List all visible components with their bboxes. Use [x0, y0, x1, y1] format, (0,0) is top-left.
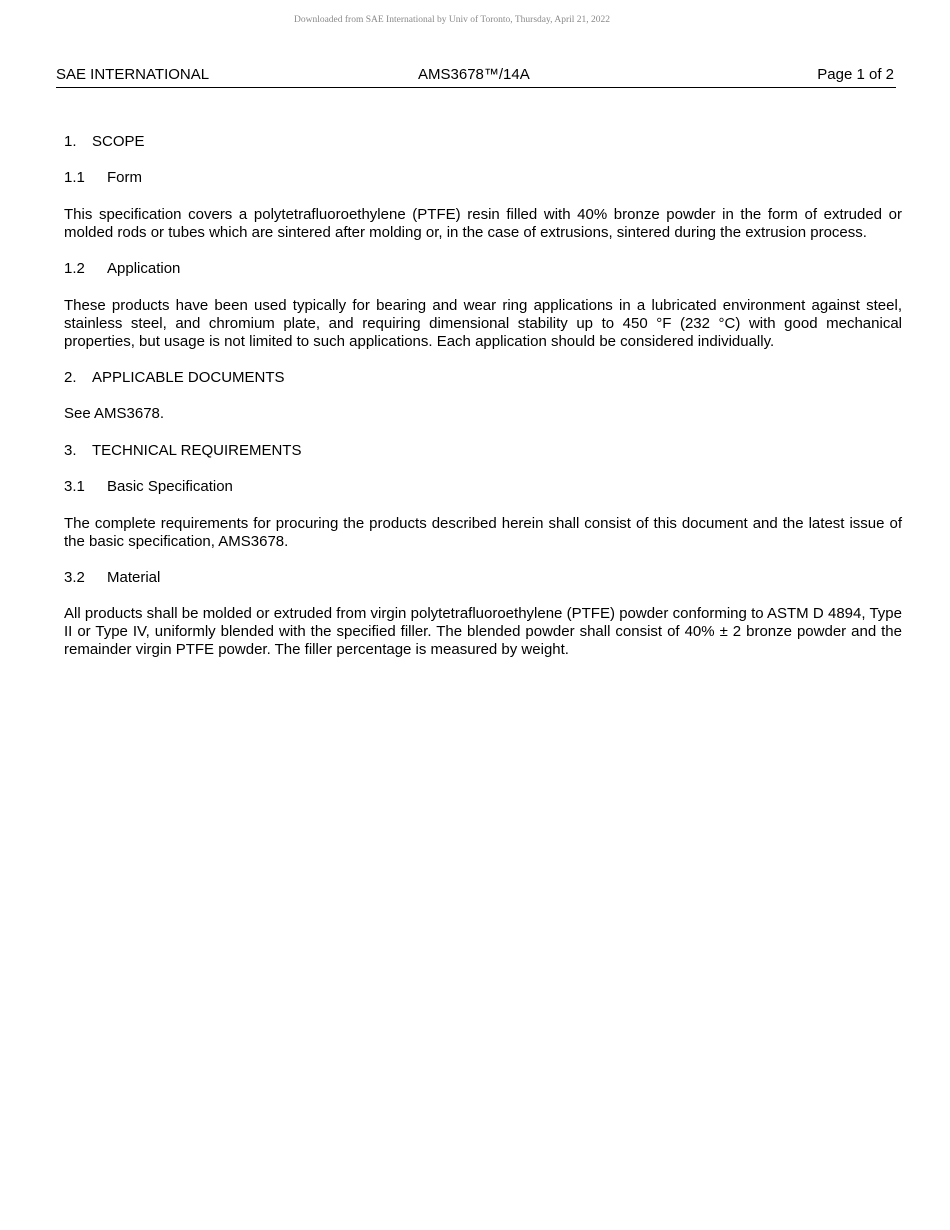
section-3-2-title: Material	[107, 569, 161, 586]
header-page-number: Page 1 of 2	[817, 66, 894, 83]
section-1-1-heading	[64, 169, 142, 187]
section-2-title: APPLICABLE DOCUMENTS	[92, 369, 285, 386]
section-3-title: TECHNICAL REQUIREMENTS	[92, 442, 302, 459]
section-1-heading	[64, 133, 145, 151]
section-3-2-heading	[64, 569, 160, 587]
section-3-number: 3.	[64, 442, 77, 459]
section-1-2-title: Application	[107, 260, 181, 277]
section-2-heading	[64, 369, 285, 387]
section-1-title: SCOPE	[92, 133, 145, 150]
section-3-2-paragraph: All products shall be molded or extruded from virgin polytetrafluoroethylene (PTFE) powder conforming to ASTM D 4894, Type II or Type IV, uniformly blended with the specified filler. The blended powder shall consist of 40% ± 2 bronze powder and the remainder virgin PTFE powder. The filler percentage is measured by weight.	[64, 605, 902, 658]
section-1-2-number: 1.2	[64, 260, 85, 277]
section-1-number: 1.	[64, 133, 77, 150]
section-3-1-heading	[64, 478, 233, 496]
download-watermark: Downloaded from SAE International by Univ of Toronto, Thursday, April 21, 2022	[293, 15, 611, 25]
page-header	[56, 66, 896, 88]
section-3-1-number: 3.1	[64, 478, 85, 495]
section-1-1-title: Form	[107, 169, 142, 186]
section-1-1-paragraph: This specification covers a polytetrafluoroethylene (PTFE) resin filled with 40% bronze powder in the form of extruded or molded rods or tubes which are sintered after molding or, in the case of extrusions, sintered during the extrusion process.	[64, 206, 902, 241]
section-1-2-heading	[64, 260, 180, 278]
section-3-heading	[64, 442, 301, 460]
section-1-2-paragraph: These products have been used typically for bearing and wear ring applications in a lubricated environment against steel, stainless steel, and chromium plate, and requiring dimensional stability up to 450 °F (232 °C) with good mechanical properties, but usage is not limited to such applications. Each application should be considered individually.	[64, 297, 902, 350]
header-organization: SAE INTERNATIONAL	[56, 66, 210, 83]
header-document-id: AMS3678™/14A	[418, 66, 530, 83]
section-3-2-number: 3.2	[64, 569, 85, 586]
section-2-paragraph: See AMS3678.	[64, 405, 165, 422]
section-2-number: 2.	[64, 369, 77, 386]
section-1-1-number: 1.1	[64, 169, 85, 186]
section-3-1-paragraph: The complete requirements for procuring the products described herein shall consist of this document and the latest issue of the basic specification, AMS3678.	[64, 515, 902, 550]
section-3-1-title: Basic Specification	[107, 478, 233, 495]
